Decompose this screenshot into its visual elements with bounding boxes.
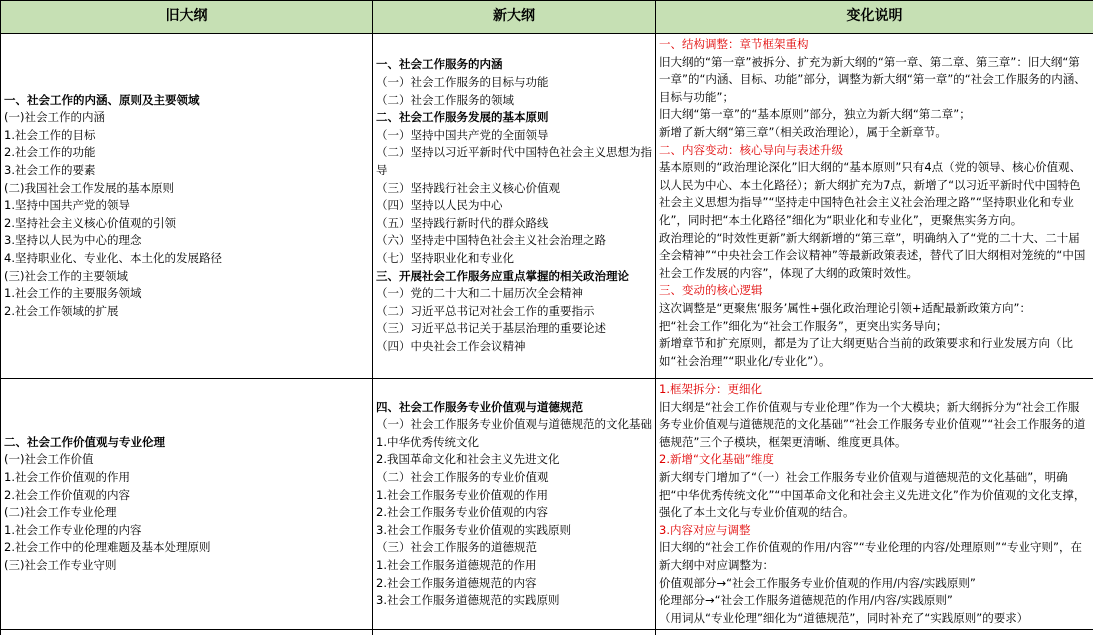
- outline-line: （一）坚持中国共产党的全面领导: [376, 127, 652, 145]
- header-new-outline: 新大纲: [373, 1, 656, 34]
- outline-line: 2.社会工作中的伦理难题及基本处理原则: [4, 539, 369, 557]
- outline-line: 1.社会工作的目标: [4, 127, 369, 145]
- outline-line: 1.社会工作价值观的作用: [4, 469, 369, 487]
- new-outline-cell: [373, 34, 656, 379]
- section-heading: 3.内容对应与调整: [659, 522, 1090, 540]
- outline-line: 1.社会工作服务专业价值观的作用: [376, 487, 652, 505]
- outline-line: 旧大纲的“第一章”被拆分、扩充为新大纲的“第一章、第二章、第三章”：旧大纲“第一章”的“内涵、目标、功能”部分，调整为新大纲“第一章”的“社会工作服务的内涵、目标与功能”；: [659, 54, 1090, 107]
- header-old-outline: 旧大纲: [1, 1, 373, 34]
- outline-line: （三）习近平总书记关于基层治理的重要论述: [376, 320, 652, 338]
- table-row-cutoff: [1, 630, 1093, 635]
- header-change-notes: 变化说明: [656, 1, 1093, 34]
- outline-line: 旧大纲“第一章”的“基本原则”部分，独立为新大纲“第二章”；: [659, 106, 1090, 124]
- outline-line: 2.社会工作的功能: [4, 144, 369, 162]
- section-heading: 1.框架拆分：更细化: [659, 381, 1090, 399]
- outline-line: （二）社会工作服务的专业价值观: [376, 469, 652, 487]
- outline-line: （一）社会工作服务的目标与功能: [376, 74, 652, 92]
- section-heading: 三、变动的核心逻辑: [659, 282, 1090, 300]
- outline-heading: 三、开展社会工作服务应重点掌握的相关政治理论: [376, 268, 652, 286]
- outline-line: 政治理论的“时效性更新”新大纲新增的“第三章”，明确纳入了“党的二十大、二十届全会精神”“中央社会工作会议精神”等最新政策表述，替代了旧大纲相对笼统的“中国社会工作发展的内容”，体现了大纲的政策时效性。: [659, 230, 1090, 283]
- new-outline-cell: [373, 379, 656, 630]
- outline-line: 1.坚持中国共产党的领导: [4, 197, 369, 215]
- outline-line: （二）坚持以习近平新时代中国特色社会主义思想为指导: [376, 144, 652, 179]
- outline-line: 1.中华优秀传统文化: [376, 434, 652, 452]
- outline-line: 3.社会工作服务专业价值观的实践原则: [376, 522, 652, 540]
- outline-line: （三）坚持践行社会主义核心价值观: [376, 180, 652, 198]
- outline-line: （六）坚持走中国特色社会主义社会治理之路: [376, 232, 652, 250]
- outline-line: 2.社会工作领域的扩展: [4, 303, 369, 321]
- change-notes-cell: [656, 34, 1093, 379]
- outline-heading: 一、社会工作的内涵、原则及主要领域: [4, 92, 369, 110]
- outline-line: 基本原则的“政治理论深化”旧大纲的“基本原则”只有4点（党的领导、核心价值观、以人民为中心、本土化路径）；新大纲扩充为7点，新增了“以习近平新时代中国特色社会主义思想为指导”“坚持走中国特色社会主义社会治理之路”“坚持职业化和专业化”，同时把“本土化路径”细化为“职业化和专业化”，更聚焦实务方向。: [659, 159, 1090, 229]
- outline-line: （二）社会工作服务的领域: [376, 92, 652, 110]
- cutoff-cell: [373, 630, 656, 635]
- outline-heading: 二、社会工作服务发展的基本原则: [376, 109, 652, 127]
- outline-line: 伦理部分→“社会工作服务道德规范的作用/内容/实践原则”: [659, 592, 1090, 610]
- outline-line: 新大纲专门增加了“（一）社会工作服务专业价值观与道德规范的文化基础”，明确把“中华优秀传统文化”“中国革命文化和社会主义先进文化”作为价值观的文化支撑，强化了本土文化与专业价值观的结合。: [659, 469, 1090, 522]
- outline-line: 新增了新大纲“第三章”（相关政治理论），属于全新章节。: [659, 124, 1090, 142]
- cutoff-cell: [656, 630, 1093, 635]
- cutoff-cell: [1, 630, 373, 635]
- section-heading: 2.新增“文化基础”维度: [659, 451, 1090, 469]
- section-heading: 二、内容变动：核心导向与表述升级: [659, 142, 1090, 160]
- outline-line: （五）坚持践行新时代的群众路线: [376, 215, 652, 233]
- outline-line: 2.坚持社会主义核心价值观的引领: [4, 215, 369, 233]
- outline-line: 把“社会工作”细化为“社会工作服务”，更突出实务导向；: [659, 318, 1090, 336]
- outline-line: 这次调整是“更聚焦‘服务’属性+强化政治理论引领+适配最新政策方向”：: [659, 300, 1090, 318]
- outline-heading: 二、社会工作价值观与专业伦理: [4, 434, 369, 452]
- outline-heading: 四、社会工作服务专业价值观与道德规范: [376, 399, 652, 417]
- outline-line: (三)社会工作专业守则: [4, 557, 369, 575]
- outline-line: 1.社会工作专业伦理的内容: [4, 522, 369, 540]
- old-outline-cell: [1, 379, 373, 630]
- outline-line: （七）坚持职业化和专业化: [376, 250, 652, 268]
- outline-line: (二)我国社会工作发展的基本原则: [4, 180, 369, 198]
- table-row: [1, 379, 1093, 630]
- outline-line: 新增章节和扩充原则，都是为了让大纲更贴合当前的政策要求和行业发展方向（比如“社会治理”“职业化/专业化”）。: [659, 335, 1090, 370]
- outline-line: （一）党的二十大和二十届历次全会精神: [376, 285, 652, 303]
- outline-line: 旧大纲的“社会工作价值观的作用/内容”“专业伦理的内容/处理原则”“专业守则”，在新大纲中对应调整为：: [659, 539, 1090, 574]
- header-row: [1, 1, 1093, 34]
- outline-line: 4.坚持职业化、专业化、本土化的发展路径: [4, 250, 369, 268]
- outline-line: 2.社会工作服务道德规范的内容: [376, 575, 652, 593]
- change-notes-cell: [656, 379, 1093, 630]
- outline-line: （四）坚持以人民为中心: [376, 197, 652, 215]
- outline-line: (一)社会工作价值: [4, 451, 369, 469]
- outline-line: （用词从“专业伦理”细化为“道德规范”，同时补充了“实践原则”的要求）: [659, 610, 1090, 628]
- outline-line: (三)社会工作的主要领域: [4, 268, 369, 286]
- outline-line: (二)社会工作专业伦理: [4, 504, 369, 522]
- outline-line: 3.社会工作的要素: [4, 162, 369, 180]
- outline-heading: 一、社会工作服务的内涵: [376, 56, 652, 74]
- old-outline-cell: [1, 34, 373, 379]
- section-heading: 一、结构调整：章节框架重构: [659, 36, 1090, 54]
- outline-line: 3.社会工作服务道德规范的实践原则: [376, 592, 652, 610]
- outline-line: （四）中央社会工作会议精神: [376, 338, 652, 356]
- outline-line: 旧大纲是“社会工作价值观与专业伦理”作为一个大模块；新大纲拆分为“社会工作服务专业价值观与道德规范的文化基础”“社会工作服务专业价值观”“社会工作服务的道德规范”三个子模块，框架更清晰、维度更具体。: [659, 399, 1090, 452]
- outline-line: （二）习近平总书记对社会工作的重要指示: [376, 303, 652, 321]
- outline-line: 3.坚持以人民为中心的理念: [4, 232, 369, 250]
- outline-line: 价值观部分→“社会工作服务专业价值观的作用/内容/实践原则”: [659, 575, 1090, 593]
- outline-line: 1.社会工作服务道德规范的作用: [376, 557, 652, 575]
- outline-line: 2.社会工作价值观的内容: [4, 487, 369, 505]
- outline-line: 1.社会工作的主要服务领域: [4, 285, 369, 303]
- outline-line: （三）社会工作服务的道德规范: [376, 539, 652, 557]
- table-row: [1, 34, 1093, 379]
- outline-line: （一）社会工作服务专业价值观与道德规范的文化基础: [376, 416, 652, 434]
- outline-line: 2.社会工作服务专业价值观的内容: [376, 504, 652, 522]
- outline-line: (一)社会工作的内涵: [4, 109, 369, 127]
- outline-line: 2.我国革命文化和社会主义先进文化: [376, 451, 652, 469]
